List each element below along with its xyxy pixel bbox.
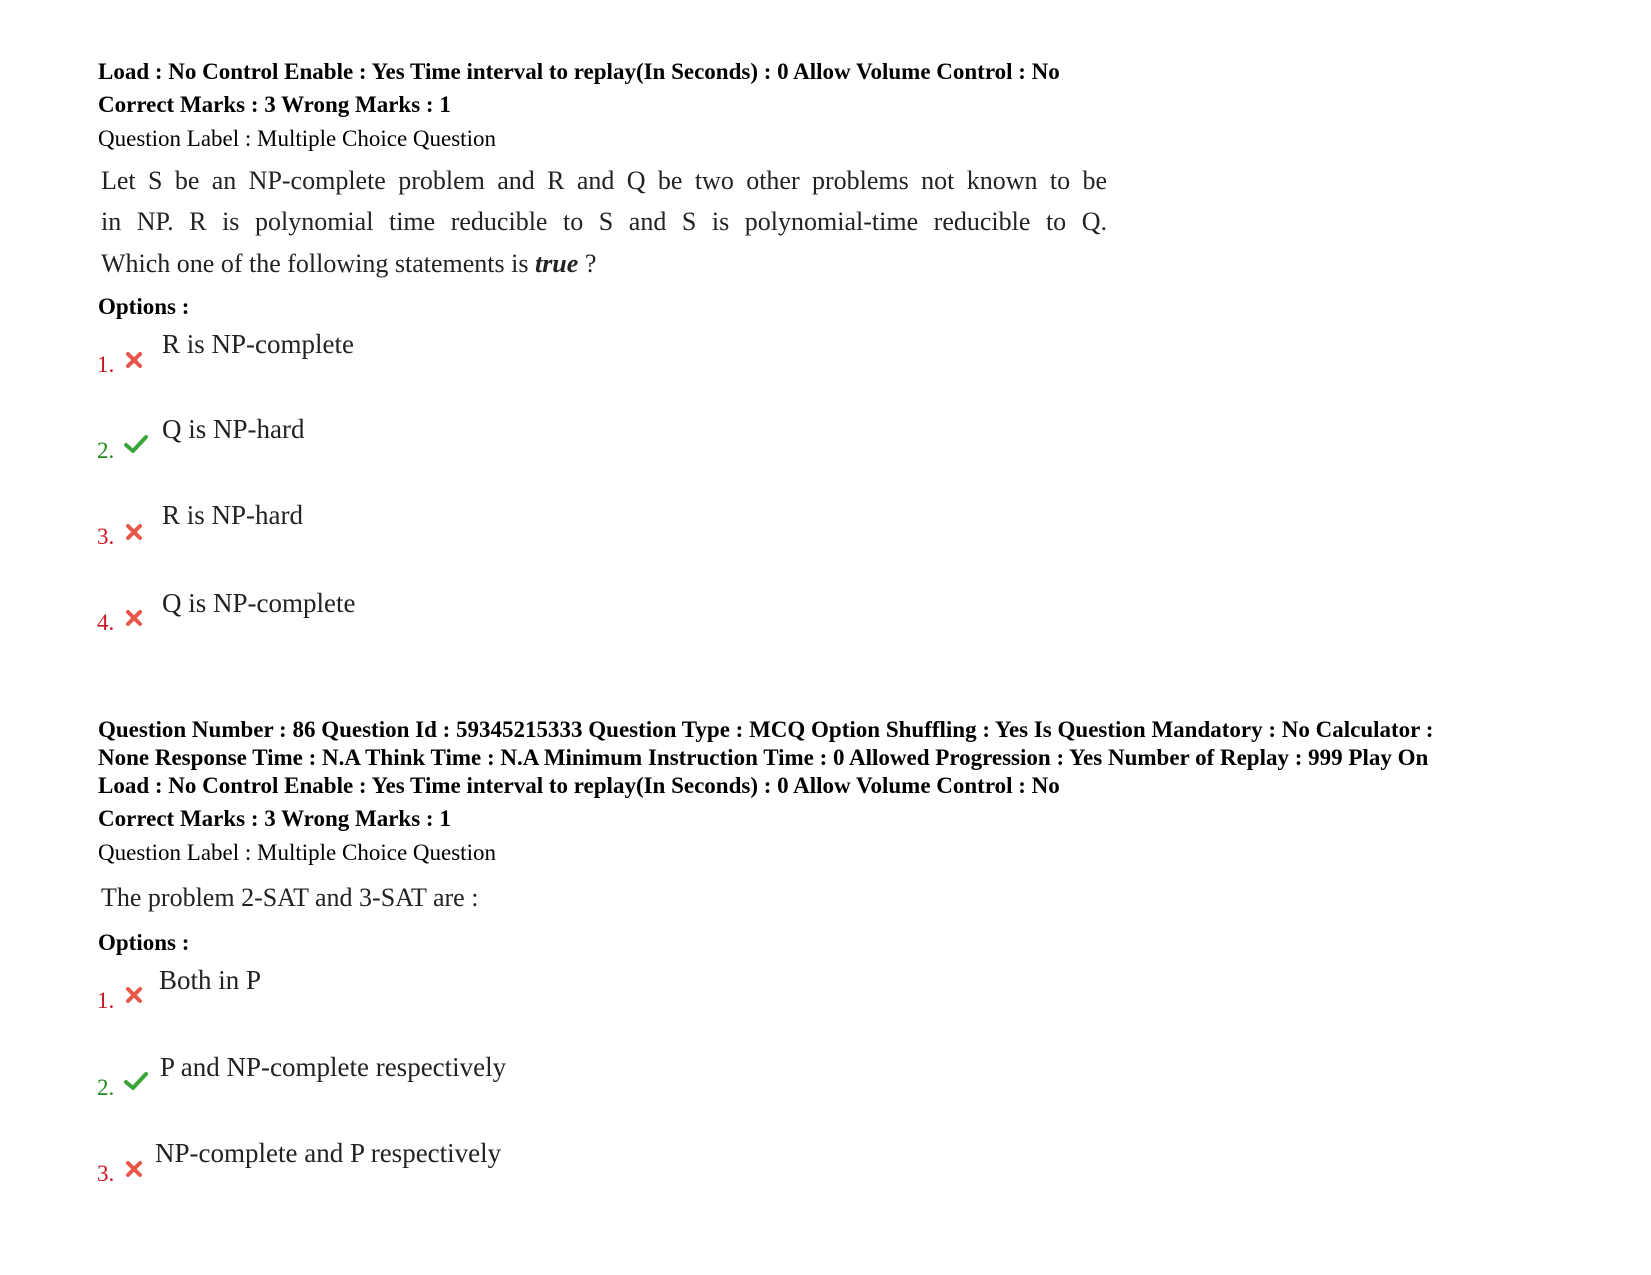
q85-option-1-text: R is NP-complete bbox=[162, 329, 354, 359]
q85-option-3-number: 3. bbox=[97, 524, 115, 549]
cross-icon bbox=[124, 985, 144, 1005]
q86-meta-line-1: Question Number : 86 Question Id : 59345215333 Question Type : MCQ Option Shuffling : Yes Is Question Mandatory : No Calculator : bbox=[98, 717, 1434, 742]
q85-options-heading: Options : bbox=[98, 294, 190, 319]
q85-option-2-text: Q is NP-hard bbox=[162, 414, 305, 444]
q85-option-4-text: Q is NP-complete bbox=[162, 588, 356, 618]
q85-meta-tail: Load : No Control Enable : Yes Time interval to replay(In Seconds) : 0 Allow Volume Control : No bbox=[98, 59, 1060, 84]
q86-option-1-number: 1. bbox=[97, 988, 115, 1013]
q86-options-heading: Options : bbox=[98, 930, 190, 955]
q85-option-3-text: R is NP-hard bbox=[162, 500, 303, 530]
q85-option-2-number: 2. bbox=[97, 438, 115, 463]
q86-meta-line-2: None Response Time : N.A Think Time : N.A Minimum Instruction Time : 0 Allowed Progression : Yes Number of Replay : 999 Play On bbox=[98, 745, 1429, 770]
q85-text-line-3 bbox=[101, 243, 1107, 285]
q86-option-3-number: 3. bbox=[97, 1161, 115, 1186]
q86-label: Question Label : Multiple Choice Question bbox=[98, 840, 496, 865]
q85-text-line-1: Let S be an NP-complete problem and R and Q be two other problems not known to be bbox=[101, 166, 1107, 195]
q85-text-line-3-post: ? bbox=[578, 249, 597, 278]
q85-marks: Correct Marks : 3 Wrong Marks : 1 bbox=[98, 92, 451, 117]
q85-option-4-number: 4. bbox=[97, 610, 115, 635]
q86-marks: Correct Marks : 3 Wrong Marks : 1 bbox=[98, 806, 451, 831]
q86-option-2-text: P and NP-complete respectively bbox=[160, 1052, 507, 1082]
q85-label: Question Label : Multiple Choice Question bbox=[98, 126, 496, 151]
q85-text-line-2: in NP. R is polynomial time reducible to S and S is polynomial-time reducible to Q. bbox=[101, 207, 1107, 236]
q85-option-1-number: 1. bbox=[97, 352, 115, 377]
cross-icon bbox=[124, 522, 144, 542]
check-icon bbox=[124, 1071, 148, 1091]
q86-text: The problem 2-SAT and 3-SAT are : bbox=[101, 883, 479, 912]
q85-text-line-3-pre: Which one of the following statements is bbox=[101, 249, 535, 278]
q86-option-3-text: NP-complete and P respectively bbox=[155, 1138, 502, 1168]
cross-icon bbox=[124, 1159, 144, 1179]
check-icon bbox=[124, 434, 148, 454]
q86-meta-line-3: Load : No Control Enable : Yes Time interval to replay(In Seconds) : 0 Allow Volume Control : No bbox=[98, 773, 1060, 798]
q86-option-1-text: Both in P bbox=[159, 965, 262, 995]
cross-icon bbox=[124, 608, 144, 628]
q86-option-2-number: 2. bbox=[97, 1075, 115, 1100]
q85-text-line-3-emphasis: true bbox=[534, 249, 579, 278]
cross-icon bbox=[124, 350, 144, 370]
